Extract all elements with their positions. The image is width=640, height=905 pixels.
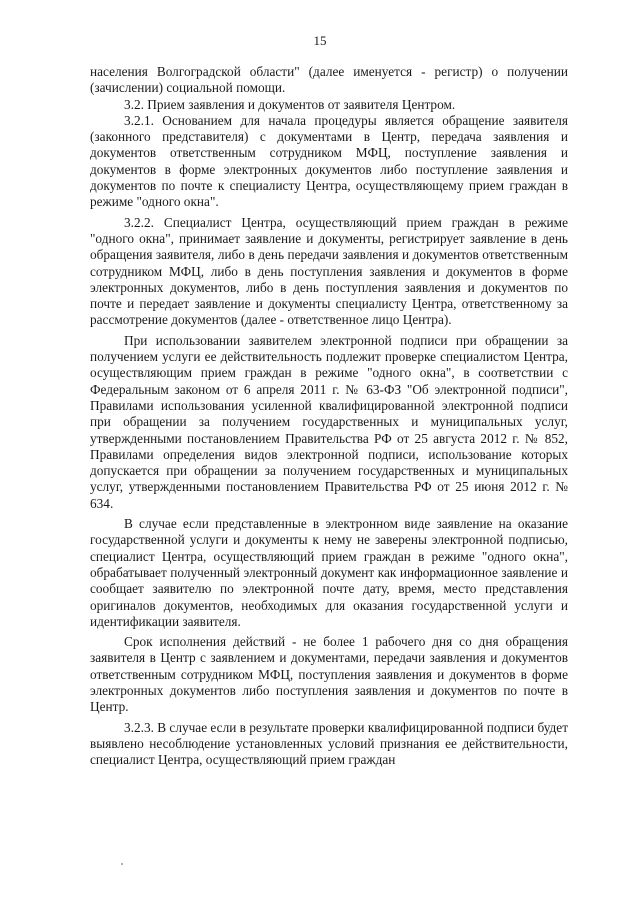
paragraph-3-2-1: 3.2.1. Основанием для начала процедуры является обращение заявителя (законного представителя) с документами в Центр, передача заявления и документов ответственным сотрудником МФЦ, поступление заявления и документов в форме электронных документов либо поступление заявления и документов по почте к специалисту Центра, осуществляющему прием граждан в режиме "одного окна". <box>90 112 568 210</box>
paragraph-unsigned-documents: В случае если представленные в электронном виде заявление на оказание государственной услуги и документы к нему не заверены электронной подписью, специалист Центра, осуществляющий прием граждан в режиме "одного окна", обрабатывает полученный электронный документ как информационное заявление и сообщает заявителю по электронной почте дату, время, место представления оригиналов документов, необходимых для оказания государственной услуги и идентификации заявителя. <box>90 516 568 629</box>
scan-speck <box>121 863 123 865</box>
paragraph-3-2-3: 3.2.3. В случае если в результате проверки квалифицированной подписи будет выявлено несоблюдение установленных условий признания ее действительности, специалист Центра, осуществляющий прием граждан <box>90 719 569 768</box>
paragraph-registry-continuation: населения Волгоградской области" (далее именуется - регистр) о получении (зачислении) социальной помощи. <box>90 64 568 96</box>
section-heading-3-2: 3.2. Прием заявления и документов от заявителя Центром. <box>124 96 456 112</box>
paragraph-3-2-2: 3.2.2. Специалист Центра, осуществляющий прием граждан в режиме "одного окна", принимает заявление и документы, регистрирует заявление в день обращения заявителя, либо в день передачи заявления и документов ответственным сотрудником МФЦ, либо в день поступления заявления и документов в форме электронных документов, либо в день поступления заявления и документов по почте и передает заявление и документы специалисту Центра, ответственному за рассмотрение документов (далее - ответственное лицо Центра). <box>90 214 568 328</box>
page-number: 15 <box>313 33 327 48</box>
paragraph-deadline: Срок исполнения действий - не более 1 рабочего дня со дня обращения заявителя в Центр с заявлением и документами, передачи заявления и документов ответственным сотрудником МФЦ, поступления заявления и документов в форме электронных документов либо поступления заявления и документов по почте в Центр. <box>90 634 568 715</box>
paragraph-electronic-signature: При использовании заявителем электронной подписи при обращении за получением услуги ее действительность подлежит проверке специалистом Центра, осуществляющим прием граждан в режиме "одного окна", в соответствии с Федеральным законом от 6 апреля 2011 г. № 63-ФЗ "Об электронной подписи", Правилами использования усиленной квалифицированной электронной подписи при обращении за получением государственных и муниципальных услуг, утвержденными постановлением Правительства РФ от 25 августа 2012 г. № 852, Правилами определения видов электронной подписи, использование которых допускается при обращении за получением государственных и муниципальных услуг, утвержденными постановлением Правительства РФ от 25 июня 2012 г. № 634. <box>90 332 568 511</box>
document-body <box>90 64 568 768</box>
